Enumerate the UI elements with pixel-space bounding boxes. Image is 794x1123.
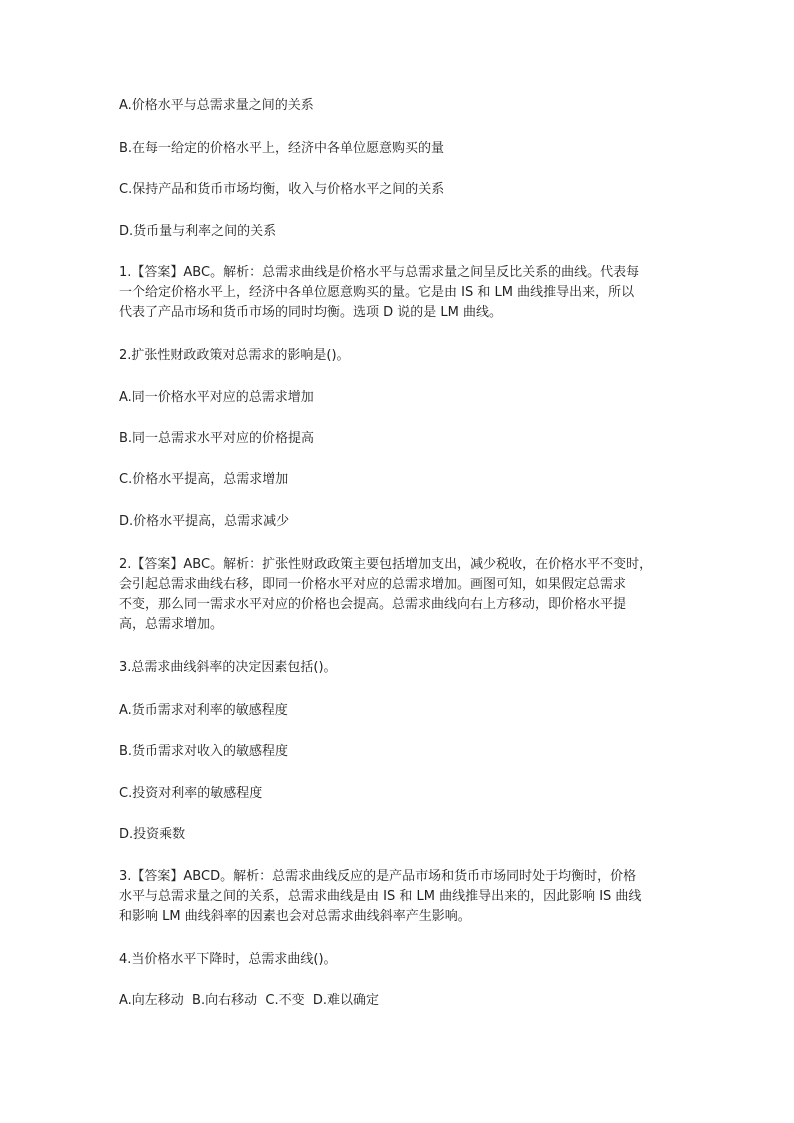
q4-options: A.向左移动 B.向右移动 C.不变 D.难以确定 <box>119 993 379 1008</box>
q3-option-c: C.投资对利率的敏感程度 <box>119 786 263 801</box>
q2-answer-line: 2.【答案】ABC。解析：扩张性财政政策主要包括增加支出，减少税收，在价格水平不变时， <box>119 557 653 572</box>
q3-option-a: A.货币需求对利率的敏感程度 <box>119 703 288 718</box>
q1-option-b: B.在每一给定的价格水平上，经济中各单位愿意购买的量 <box>119 141 445 156</box>
q1-option-c: C.保持产品和货币市场均衡，收入与价格水平之间的关系 <box>119 182 445 197</box>
q1-answer <box>119 263 679 323</box>
q3-option-d: D.投资乘数 <box>119 827 186 842</box>
q3-answer-line: 和影响 LM 曲线斜率的因素也会对总需求曲线斜率产生影响。 <box>119 909 471 924</box>
q3-answer-line: 水平与总需求量之间的关系，总需求曲线是由 IS 和 LM 曲线推导出来的，因此影响 IS 曲线 <box>119 889 642 904</box>
q1-option-a: A.价格水平与总需求量之间的关系 <box>119 98 314 113</box>
q2-answer-line: 不变，那么同一需求水平对应的价格也会提高。总需求曲线向右上方移动，即价格水平提 <box>119 597 627 612</box>
q1-answer-line: 1.【答案】ABC。解析：总需求曲线是价格水平与总需求量之间呈反比关系的曲线。代表每 <box>119 265 640 280</box>
q1-answer-line: 一个给定价格水平上，经济中各单位愿意购买的量。它是由 IS 和 LM 曲线推导出来，所以 <box>119 285 635 300</box>
q2-answer-line: 高，总需求增加。 <box>119 617 224 632</box>
q3-answer <box>119 867 679 927</box>
q3-answer-line: 3.【答案】ABCD。解析：总需求曲线反应的是产品市场和货币市场同时处于均衡时，价格 <box>119 869 637 884</box>
q3-option-b: B.货币需求对收入的敏感程度 <box>119 744 289 759</box>
q2-option-c: C.价格水平提高，总需求增加 <box>119 472 289 487</box>
q4-question: 4.当价格水平下降时，总需求曲线()。 <box>119 952 337 967</box>
q1-option-d: D.货币量与利率之间的关系 <box>119 224 277 239</box>
q1-answer-line: 代表了产品市场和货币市场的同时均衡。选项 D 说的是 LM 曲线。 <box>119 305 502 320</box>
q2-option-a: A.同一价格水平对应的总需求增加 <box>119 390 314 405</box>
q2-answer <box>119 555 679 635</box>
q2-option-d: D.价格水平提高，总需求减少 <box>119 514 290 529</box>
q2-question: 2.扩张性财政政策对总需求的影响是()。 <box>119 348 350 363</box>
q2-answer-line: 会引起总需求曲线右移，即同一价格水平对应的总需求增加。画图可知，如果假定总需求 <box>119 577 627 592</box>
q2-option-b: B.同一总需求水平对应的价格提高 <box>119 431 315 446</box>
q3-question: 3.总需求曲线斜率的决定因素包括()。 <box>119 660 337 675</box>
